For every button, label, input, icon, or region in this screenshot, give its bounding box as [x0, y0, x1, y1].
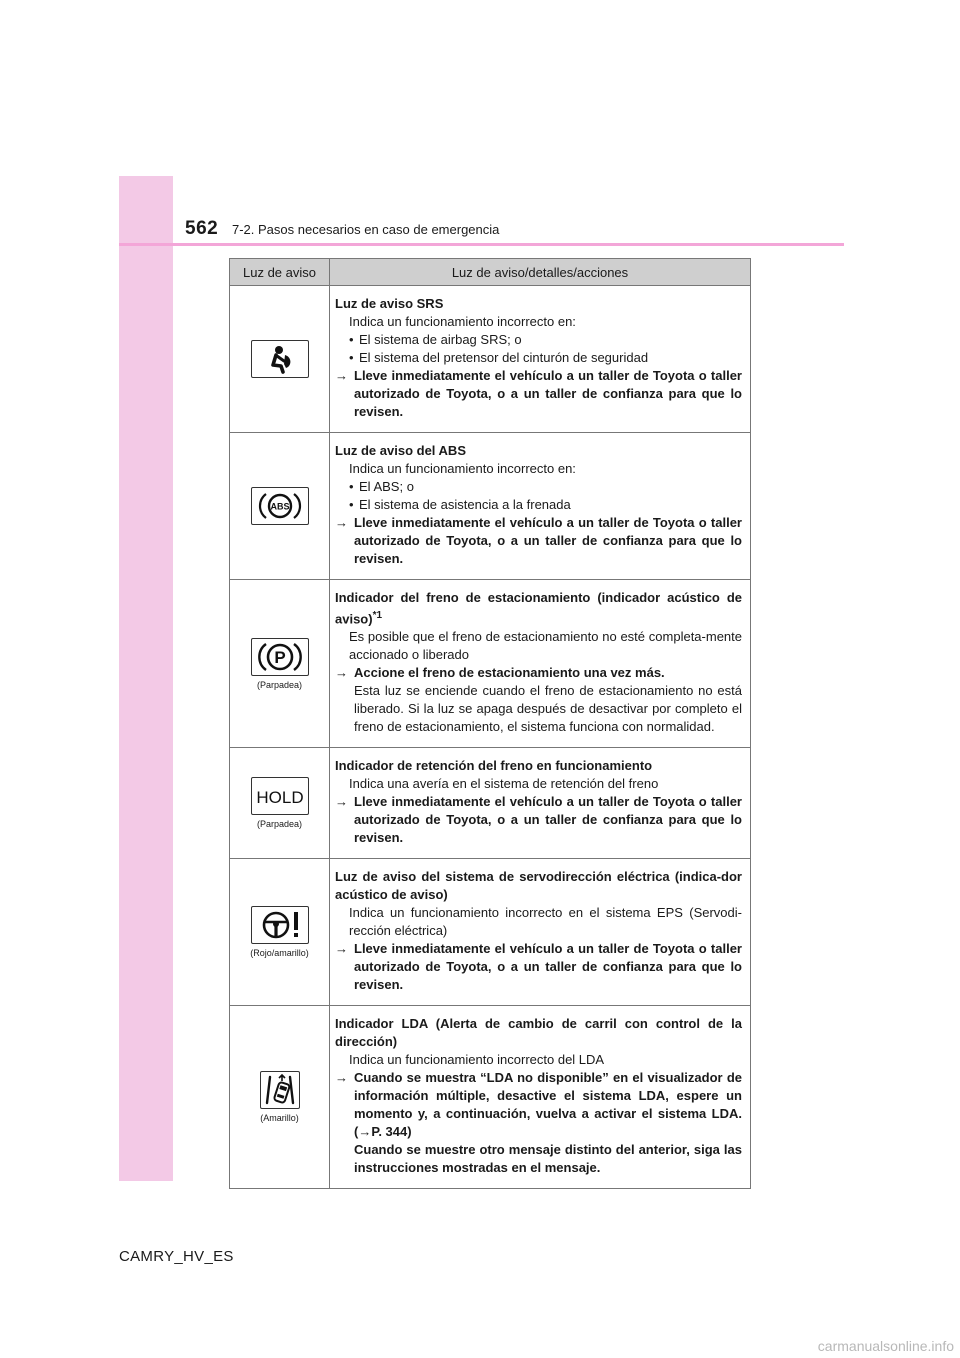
action-text: Accione el freno de estacionamiento una vez más. — [354, 665, 665, 681]
airbag-seated-person-icon — [251, 340, 309, 378]
item-description: Indica un funcionamiento incorrecto en: — [349, 461, 576, 476]
item-title-text: Indicador del freno de estacionamiento (indicador acústico de aviso) — [335, 590, 742, 627]
item-title: Luz de aviso SRS — [335, 296, 444, 311]
item-note: Cuando se muestre otro mensaje distinto del anterior, siga las instrucciones mostradas en el mensaje. — [354, 1142, 742, 1176]
arrow-icon: → — [335, 1070, 348, 1086]
item-action — [335, 1069, 742, 1141]
parking-brake-icon — [251, 638, 309, 676]
steering-wheel-warning-icon — [251, 906, 309, 944]
table-row-brake-hold — [230, 748, 751, 859]
details-cell — [330, 748, 751, 859]
icon-note: (Parpadea) — [256, 679, 303, 690]
item-action — [335, 793, 742, 847]
header-rule — [119, 243, 844, 246]
icon-note: (Parpadea) — [256, 819, 303, 830]
list-item: • El sistema del pretensor del cinturón de seguridad — [335, 349, 742, 367]
icon-cell — [230, 580, 330, 748]
item-title: Indicador LDA (Alerta de cambio de carril con control de la dirección) — [335, 1016, 742, 1050]
item-title: Indicador de retención del freno en funcionamiento — [335, 758, 653, 774]
action-text: Lleve inmediatamente el vehículo a un taller de Toyota o taller autorizado de Toyota, o a un taller de confianza para que lo revisen. — [354, 941, 742, 993]
parking-icon-letter: P — [273, 647, 286, 667]
hold-icon — [251, 777, 309, 815]
details-cell — [330, 433, 751, 580]
watermark: carmanualsonline.info — [817, 1338, 954, 1354]
item-title: Luz de aviso del ABS — [335, 443, 466, 458]
side-color-band — [119, 176, 173, 1181]
item-description: Indica un funcionamiento incorrecto en el sistema EPS (Servodi-rección eléctrica) — [349, 905, 742, 939]
table-row-lda — [230, 1006, 751, 1189]
action-text: Cuando se muestra “LDA no disponible” en el visualizador de información múltiple, desactive el sistema LDA, espere un momento y, a continuación, vuelva a activar el sistema LDA. (→P. 344) — [354, 1070, 742, 1140]
item-action — [335, 664, 742, 682]
details-cell — [330, 580, 751, 748]
list-item: • El ABS; o — [335, 478, 742, 496]
table-header-row — [230, 259, 751, 286]
icon-cell — [230, 433, 330, 580]
abs-icon-text: ABS — [269, 501, 290, 512]
arrow-icon: → — [335, 665, 348, 681]
warning-lights-table — [229, 258, 751, 1189]
item-note: Esta luz se enciende cuando el freno de estacionamiento no está liberado. Si la luz se apaga después de desactivar por completo el freno de estacionamiento, el sistema funciona con normalidad. — [354, 683, 742, 735]
icon-note: (Amarillo) — [260, 1113, 299, 1124]
icon-cell — [230, 748, 330, 859]
footnote-mark: *1 — [372, 610, 383, 621]
section-title: 7-2. Pasos necesarios en caso de emergencia — [232, 222, 500, 237]
lane-departure-alert-icon — [260, 1071, 300, 1109]
item-title: Luz de aviso del sistema de servodirección eléctrica (indica-dor acústico de aviso) — [335, 869, 742, 903]
item-description: Es posible que el freno de estacionamiento no esté completa-mente accionado o liberado — [349, 629, 742, 663]
icon-cell — [230, 1006, 330, 1189]
item-action — [335, 940, 742, 994]
item-description: Indica un funcionamiento incorrecto del LDA — [349, 1052, 605, 1068]
item-description: Indica un funcionamiento incorrecto en: — [349, 314, 576, 329]
list-item: • El sistema de airbag SRS; o — [335, 331, 742, 349]
list-item: • El sistema de asistencia a la frenada — [335, 496, 742, 514]
details-cell — [330, 286, 751, 433]
arrow-icon: → — [335, 515, 348, 530]
icon-cell — [230, 859, 330, 1006]
arrow-icon: → — [335, 368, 348, 383]
arrow-icon: → — [335, 794, 348, 810]
item-action — [335, 367, 742, 421]
table-row-abs — [230, 433, 751, 580]
action-text: Lleve inmediatamente el vehículo a un taller de Toyota o taller autorizado de Toyota, o a un taller de confianza para que lo revisen. — [354, 794, 742, 846]
table-row-srs — [230, 286, 751, 433]
item-action — [335, 514, 742, 568]
hold-icon-text: HOLD — [255, 788, 304, 808]
details-cell — [330, 859, 751, 1006]
action-text: Lleve inmediatamente el vehículo a un taller de Toyota o taller autorizado de Toyota, o a un taller de confianza para que lo revisen. — [354, 368, 742, 419]
page-number: 562 — [185, 218, 219, 239]
table-row-eps — [230, 859, 751, 1006]
item-description: Indica una avería en el sistema de retención del freno — [349, 776, 659, 792]
manual-code: CAMRY_HV_ES — [119, 1248, 234, 1265]
table-row-parking-brake — [230, 580, 751, 748]
abs-icon — [251, 487, 309, 525]
action-text: Lleve inmediatamente el vehículo a un taller de Toyota o taller autorizado de Toyota, o a un taller de confianza para que lo revisen. — [354, 515, 742, 566]
icon-cell — [230, 286, 330, 433]
item-title — [335, 589, 742, 628]
icon-note: (Rojo/amarillo) — [250, 948, 309, 959]
arrow-icon: → — [335, 941, 348, 957]
column-header-light: Luz de aviso — [230, 259, 330, 286]
column-header-details: Luz de aviso/detalles/acciones — [330, 259, 751, 286]
details-cell — [330, 1006, 751, 1189]
